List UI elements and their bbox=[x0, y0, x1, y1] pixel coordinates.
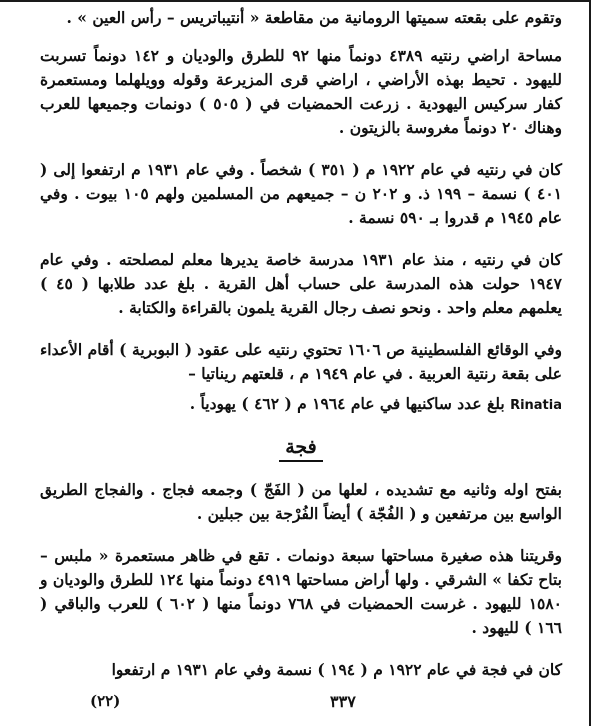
paragraph-etymology: بفتح اوله وثانيه مع تشديده ، لعلها من ( الفَجّ ) وجمعه فجاج . والفجاج الطريق الواسع بين مرتفعين و ( الفُجّة ) أيضاً الفُرْجة بين جبلين . bbox=[40, 480, 562, 523]
paragraph-village-area: وقريتنا هذه صغيرة مساحتها سبعة دونمات . تقع في ظاهر مستعمرة « ملبس – بتاح تكفا » الشرقي . ولها أراض مساحتها ٤٩١٩ دونماً منها ١٢٤ للطرق والوديان و ١٥٨٠ لليهود . غرست الحمضيات في ٧٦٨ دونماً منها ( ٦٠٢ ) للعرب والباقي ( ١٦٦ ) لليهود . bbox=[40, 546, 563, 637]
page-footer bbox=[40, 692, 562, 716]
paragraph-school: كان في رنتيه ، منذ عام ١٩٣١ مدرسة خاصة يديرها معلم لمصلحته . وفي عام ١٩٤٧ حولت هذه المدرسة على حساب أهل القرية . بلغ عدد طلابها ( ٤٥ ) يعلمهم معلم واحد . ونحو نصف رجال القرية يلمون بالقراءة والكتابة . bbox=[40, 250, 562, 317]
rinatia-arabic-text: بلغ عدد ساكنيها في عام ١٩٦٤ م ( ٤٦٢ ) يهودياً . bbox=[189, 394, 505, 413]
page-number: ٣٣٧ bbox=[330, 692, 356, 711]
document-page bbox=[40, 6, 562, 706]
paragraph-population: كان في رنتيه في عام ١٩٢٢ م ( ٣٥١ ) شخصاً . وفي عام ١٩٣١ م ارتفعوا إلى ( ٤٠١ ) نسمة – ١٩٩ ذ. و ٢٠٢ ن – جميعهم من المسلمين ولهم ١٠٥ بيوت . وفي عام ١٩٤٥ م قدروا بـ ٥٩٠ نسمة . bbox=[40, 160, 562, 227]
paragraph-land-area: مساحة اراضي رنتيه ٤٣٨٩ دونماً منها ٩٢ للطرق والوديان و ١٤٢ دونماً تسربت لليهود . تحيط بهذه الأراضي ، اراضي قرى المزيرعة وقوله وويلهلما ومستعمرة كفار سركيس اليهودية . زرعت الحمضيات في ( ٥٠٥ ) دونمات وجميعها للعرب وهناك ٢٠ دونماً مغروسة بالزيتون . bbox=[40, 46, 563, 137]
section-number: (٢٢) bbox=[90, 692, 121, 710]
rinatia-latin-text: Rinatia bbox=[510, 398, 562, 413]
paragraph-gazette: وفي الوقائع الفلسطينية ص ١٦٠٦ تحتوي رنتيه على عقود ( البوبرية ) أقام الأعداء على بقعة رنتية العربية . في عام ١٩٤٩ م ، قلعتهم ريناتيا – bbox=[40, 340, 562, 383]
section-heading-text: فجة bbox=[279, 436, 323, 462]
frame-top-border bbox=[0, 0, 591, 2]
paragraph-rinatia bbox=[40, 392, 562, 418]
paragraph-village-population: كان في فجة في عام ١٩٢٢ م ( ١٩٤ ) نسمة وفي عام ١٩٣١ م ارتفعوا bbox=[111, 660, 562, 679]
section-heading bbox=[40, 436, 562, 462]
paragraph-intro: وتقوم على بقعته سميتها الرومانية من مقاطعة « أنتيباتريس – رأس العين » . bbox=[66, 8, 562, 27]
